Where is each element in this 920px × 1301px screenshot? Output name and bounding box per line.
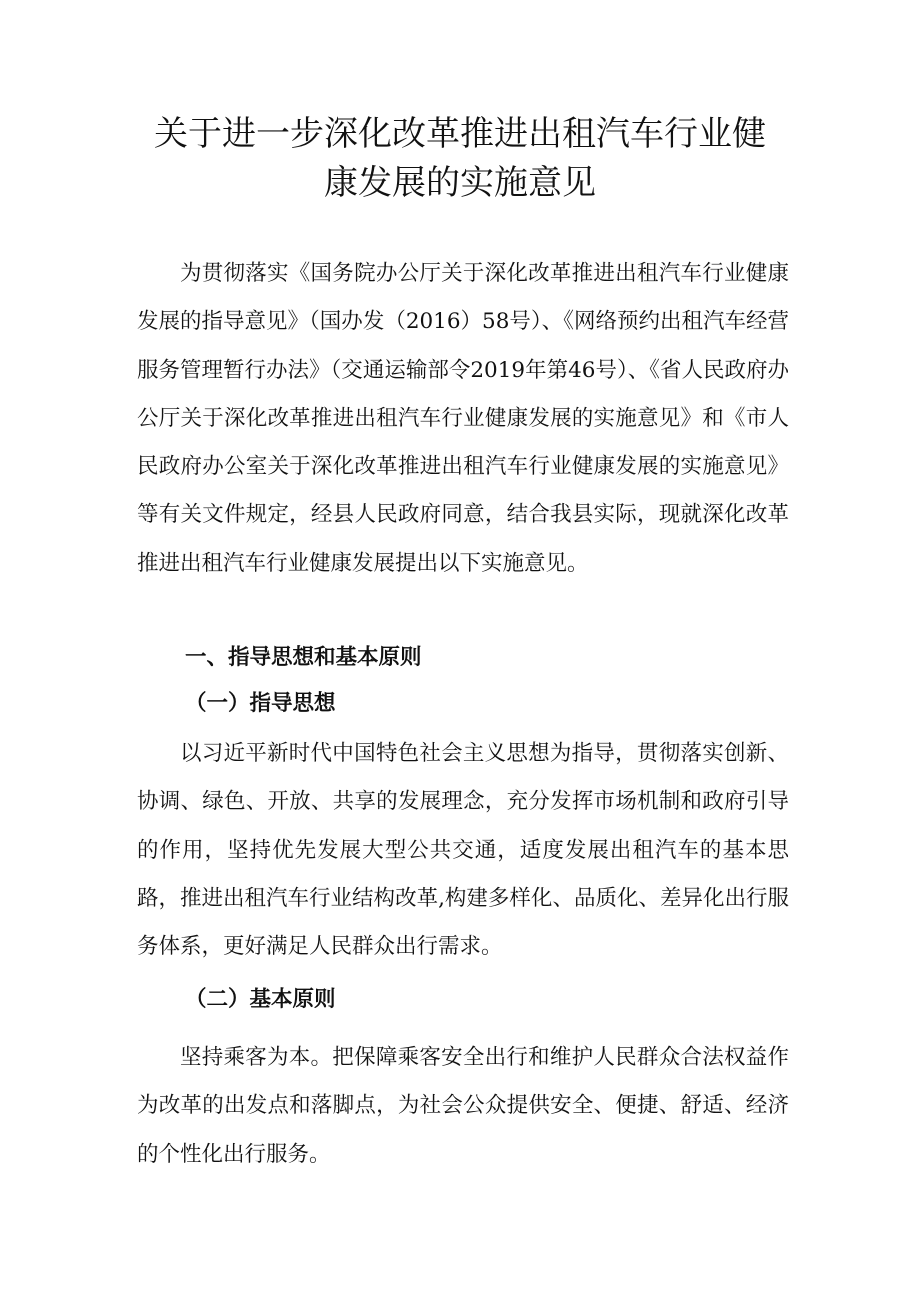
- subsection-heading-guiding-ideology: （一）指导思想: [185, 691, 336, 716]
- section-heading-guiding-principles: 一、指导思想和基本原则: [185, 645, 422, 670]
- intro-paragraph: 为贯彻落实《国务院办公厅关于深化改革推进出租汽车行业健康发展的指导意见》（国办发（2016）58号）、《网络预约出租汽车经营服务管理暂行办法》（交通运输部令2019年第46号）、《省人民政府办公厅关于深化改革推进出租汽车行业健康发展的实施意见》和《市人民政府办公室关于深化改革推进出租汽车行业健康发展的实施意见》等有关文件规定，经县人民政府同意，结合我县实际，现就深化改革推进出租汽车行业健康发展提出以下实施意见。: [137, 261, 789, 576]
- guiding-ideology-paragraph: 以习近平新时代中国特色社会主义思想为指导，贯彻落实创新、协调、绿色、开放、共享的发展理念，充分发挥市场机制和政府引导的作用，坚持优先发展大型公共交通，适度发展出租汽车的基本思路，推进出租汽车行业结构改革,构建多样化、品质化、差异化出行服务体系，更好满足人民群众出行需求。: [137, 741, 789, 960]
- document-title-line-2: 康发展的实施意见: [324, 163, 596, 203]
- subsection-heading-basic-principles: （二）基本原则: [185, 987, 336, 1012]
- document-title-line-1: 关于进一步深化改革推进出租汽车行业健: [154, 114, 766, 154]
- principle-paragraph-passenger-first: 坚持乘客为本。把保障乘客安全出行和维护人民群众合法权益作为改革的出发点和落脚点，为社会公众提供安全、便捷、舒适、经济的个性化出行服务。: [137, 1045, 789, 1167]
